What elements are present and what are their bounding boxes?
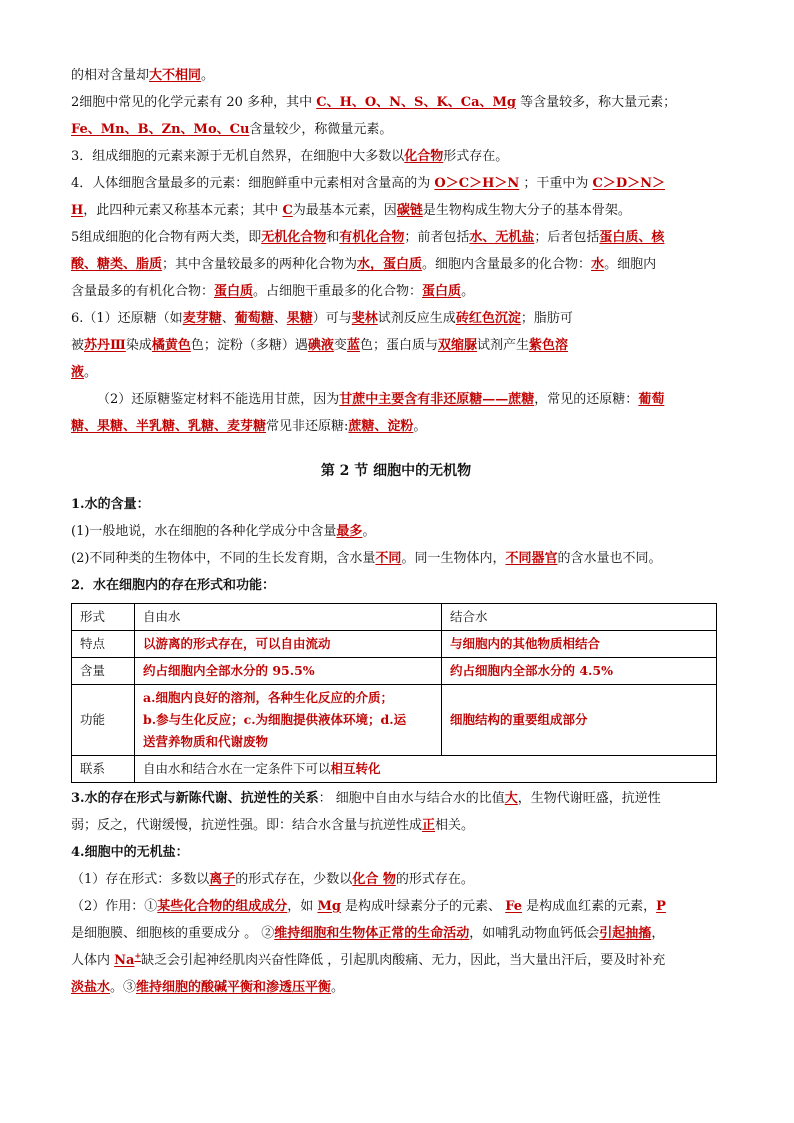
text: 。 — [331, 980, 345, 995]
answer-blank: 麦芽糖 — [182, 311, 222, 326]
section-title: 第 2 节 细胞中的无机物 — [320, 463, 472, 479]
text: 被 — [71, 338, 85, 353]
answer-blank: 维持细胞和生物体正常的生命活动 — [274, 926, 470, 941]
heading — [71, 839, 721, 866]
answer-blank: 大 — [504, 791, 518, 806]
answer-blank: 化合 物 — [352, 872, 396, 887]
text: ）可与 — [312, 311, 352, 326]
text: ；其中含量较最多的两种化合物为 — [162, 257, 358, 272]
paragraph — [71, 89, 721, 116]
text: 含量较少，称微量元素。 — [249, 122, 393, 137]
table-cell: 自由水 — [135, 604, 442, 631]
text: ： — [175, 845, 189, 860]
answer-blank: 酸、糖类、脂质 — [71, 257, 163, 272]
table-cell: 以游离的形式存在，可以自由流动 — [135, 631, 442, 658]
text: 相关。 — [435, 818, 475, 833]
answer-blank: 某些化合物的组成成分 — [157, 899, 288, 914]
answer-blank: Fe、Mn、B、Zn、Mo、Cu — [71, 122, 250, 137]
text: 是构成血红素的元素， — [521, 899, 657, 914]
answer-blank: 有机化合物 — [339, 230, 405, 245]
answer-blank: 蓝 — [346, 338, 360, 353]
answer-blank: 双缩脲 — [437, 338, 477, 353]
answer-blank: 正 — [422, 818, 436, 833]
answer-blank: 水 — [591, 257, 605, 272]
table-row — [72, 604, 717, 631]
table-cell: 功能 — [72, 685, 135, 756]
answer-blank: 斐林 — [351, 311, 378, 326]
text: ，此四种元素又称基本元素；其中 — [83, 203, 283, 218]
paragraph — [71, 893, 721, 920]
text: 试剂反应生成 — [377, 311, 456, 326]
table-cell: 形式 — [72, 604, 135, 631]
table-row — [72, 631, 717, 658]
text: （2）还原糖鉴定材料不能选用甘蔗，因为 — [97, 392, 340, 407]
text: ，如哺乳动物血钙低会 — [469, 926, 600, 941]
answer-blank: C — [282, 203, 293, 218]
text: ；脂肪可 — [520, 311, 573, 326]
text: 。 — [413, 419, 427, 434]
answer-blank: 离子 — [209, 872, 236, 887]
text: 自由水和结合水在一定条件下可以 — [143, 761, 331, 776]
text: 弱；反之，代谢缓慢，抗逆性强。即：结合水含量与抗逆性成 — [71, 818, 423, 833]
text: 的相对含量却 — [71, 68, 150, 83]
answer-blank: 维持细胞的酸碱平衡和渗透压平衡 — [136, 980, 332, 995]
text: 3.水的存在形式与新陈代谢、抗逆性的关系 — [71, 791, 319, 806]
text: 的形式存在，少数以 — [235, 872, 353, 887]
paragraph — [71, 947, 721, 974]
text: ；前者包括 — [404, 230, 470, 245]
paragraph — [71, 866, 721, 893]
text: 。 — [461, 284, 475, 299]
table-cell — [135, 756, 717, 783]
text: 含量最多的有机化合物： — [71, 284, 215, 299]
answer-blank: 蔗糖、淀粉 — [348, 419, 414, 434]
text: 的含水量也不同。 — [557, 551, 662, 566]
paragraph — [71, 224, 721, 251]
table-row — [72, 658, 717, 685]
answer-blank: 引起抽搐 — [599, 926, 652, 941]
text: 是细胞膜、细胞核的重要成分 。 ② — [71, 926, 275, 941]
cell-line: b.参与生化反应；c.为细胞提供液体环境；d.运 — [143, 712, 407, 727]
answer-blank: O＞C＞H＞N — [434, 176, 520, 191]
text: 。同一生物体内， — [401, 551, 506, 566]
answer-blank: 甘蔗中主要含有非还原糖——蔗糖 — [339, 392, 535, 407]
text: 染成 — [125, 338, 152, 353]
text: 6.（1）还原糖（如 — [71, 311, 183, 326]
text: ： 细胞中自由水与结合水的比值 — [318, 791, 505, 806]
answer-blank: C＞D＞N＞ — [592, 176, 666, 191]
paragraph — [71, 116, 721, 143]
text: 、 — [221, 311, 235, 326]
answer-blank: 蛋白质 — [422, 284, 462, 299]
answer-blank: H — [71, 203, 84, 218]
paragraph — [71, 413, 721, 440]
paragraph — [71, 251, 721, 278]
paragraph — [71, 518, 721, 545]
table-cell — [135, 685, 442, 756]
paragraph — [71, 812, 721, 839]
text: 为最基本元素，因 — [292, 203, 397, 218]
answer-blank: 水，蛋白质 — [357, 257, 423, 272]
answer-blank: Mg — [317, 899, 341, 914]
answer-blank: 糖、果糖、半乳糖、乳糖、麦芽糖 — [71, 419, 267, 434]
text: 。③ — [110, 980, 137, 995]
table-cell: 结合水 — [442, 604, 717, 631]
text: ；干重中为 — [519, 176, 593, 191]
answer-blank: 紫色溶 — [529, 338, 569, 353]
text: 变 — [333, 338, 347, 353]
paragraph — [71, 386, 721, 413]
table-cell: 联系 — [72, 756, 135, 783]
answer-blank: Fe — [505, 899, 522, 914]
table-cell: 约占细胞内全部水分的 4.5% — [442, 658, 717, 685]
text: 、 — [273, 311, 287, 326]
text: 4.细胞中的无机盐 — [71, 845, 176, 860]
table-cell: 特点 — [72, 631, 135, 658]
paragraph — [71, 143, 721, 170]
document-page — [71, 62, 721, 1001]
text: （2）作用：① — [71, 899, 158, 914]
text: 的形式存在。 — [395, 872, 474, 887]
text: 。 — [362, 524, 376, 539]
text: 等含量较多，称大量元素； — [516, 95, 677, 110]
answer-blank: 苏丹Ⅲ — [84, 338, 126, 353]
table-cell: 与细胞内的其他物质相结合 — [442, 631, 717, 658]
answer-blank: 水、无机盐 — [469, 230, 535, 245]
text: 2细胞中常见的化学元素有 20 多种，其中 — [71, 95, 317, 110]
table-cell: 细胞结构的重要组成部分 — [442, 685, 717, 756]
answer-blank: 大不相同 — [149, 68, 202, 83]
text: 4．人体细胞含量最多的元素：细胞鲜重中元素相对含量高的为 — [71, 176, 435, 191]
text: 是构成叶绿素分子的元素、 — [340, 899, 506, 914]
text: ，常见的还原糖： — [534, 392, 639, 407]
table-row — [72, 756, 717, 783]
answer-blank: 葡萄糖 — [234, 311, 274, 326]
paragraph — [71, 359, 721, 386]
text: 。 — [201, 68, 215, 83]
answer-blank: 蛋白质 — [214, 284, 254, 299]
text: 。占细胞干重最多的化合物： — [253, 284, 423, 299]
text: 。细胞内 — [604, 257, 657, 272]
paragraph — [71, 785, 721, 812]
paragraph — [71, 332, 721, 359]
text: 缺乏会引起神经肌肉兴奋性降低 ，引起肌肉酸痛、无力，因此，当大量出汗后，要及时补充 — [141, 953, 666, 968]
paragraph — [71, 197, 721, 224]
text: ， — [651, 926, 665, 941]
cell-line: 送营养物质和代谢废物 — [143, 734, 269, 749]
text: 是生物构成生物大分子的基本骨架。 — [422, 203, 631, 218]
answer-blank: 蛋白质、核 — [599, 230, 665, 245]
table-cell: 含量 — [72, 658, 135, 685]
text: (1)一般地说，水在细胞的各种化学成分中含量 — [71, 524, 337, 539]
water-table — [71, 603, 717, 783]
paragraph — [71, 170, 721, 197]
answer-blank: 不同 — [375, 551, 402, 566]
text: 形式存在。 — [443, 149, 509, 164]
answer-blank: 化合物 — [404, 149, 444, 164]
answer-blank: Na — [114, 953, 135, 968]
answer-blank: 相互转化 — [330, 761, 381, 776]
text: 。细胞内含量最多的化合物： — [422, 257, 592, 272]
answer-blank: P — [656, 899, 666, 914]
text: ，如 — [287, 899, 318, 914]
answer-blank: 无机化合物 — [261, 230, 327, 245]
paragraph — [71, 305, 721, 332]
text: ；后者包括 — [534, 230, 600, 245]
paragraph — [71, 974, 721, 1001]
table-cell: 约占细胞内全部水分的 95.5% — [135, 658, 442, 685]
cell-line: a.细胞内良好的溶剂，各种生化反应的介质； — [143, 690, 393, 705]
text: （1）存在形式：多数以 — [71, 872, 210, 887]
text: 3．组成细胞的元素来源于无机自然界，在细胞中大多数以 — [71, 149, 405, 164]
answer-blank: C、H、O、N、S、K、Ca、Mg — [316, 95, 516, 110]
text: (2)不同种类的生物体中，不同的生长发育期，含水量 — [71, 551, 376, 566]
heading: 1.水的含量： — [71, 497, 150, 512]
paragraph — [71, 920, 721, 947]
text: 。 — [84, 365, 98, 380]
paragraph — [71, 278, 721, 305]
paragraph — [71, 62, 721, 89]
answer-blank: 液 — [71, 365, 85, 380]
text: 和 — [326, 230, 340, 245]
answer-blank: 不同器官 — [505, 551, 558, 566]
answer-blank: 橘黄色 — [151, 338, 191, 353]
text: ，生物代谢旺盛，抗逆性 — [517, 791, 661, 806]
answer-blank: 砖红色沉淀 — [455, 311, 521, 326]
answer-blank: 葡萄 — [638, 392, 665, 407]
answer-blank: 碳链 — [396, 203, 423, 218]
answer-blank: 最多 — [336, 524, 363, 539]
text: 色；蛋白质与 — [359, 338, 438, 353]
heading: 2．水在细胞内的存在形式和功能： — [71, 578, 276, 593]
text: 试剂产生 — [476, 338, 529, 353]
answer-blank: 碘液 — [307, 338, 334, 353]
text: 常见非还原糖: — [266, 419, 349, 434]
superscript: + — [134, 950, 142, 961]
text: 色；淀粉（多糖）遇 — [190, 338, 308, 353]
answer-blank: 淡盐水 — [71, 980, 111, 995]
paragraph — [71, 545, 721, 572]
text: 人体内 — [71, 953, 115, 968]
answer-blank: 果糖 — [286, 311, 313, 326]
table-row — [72, 685, 717, 756]
text: 5组成细胞的化合物有两大类，即 — [71, 230, 262, 245]
